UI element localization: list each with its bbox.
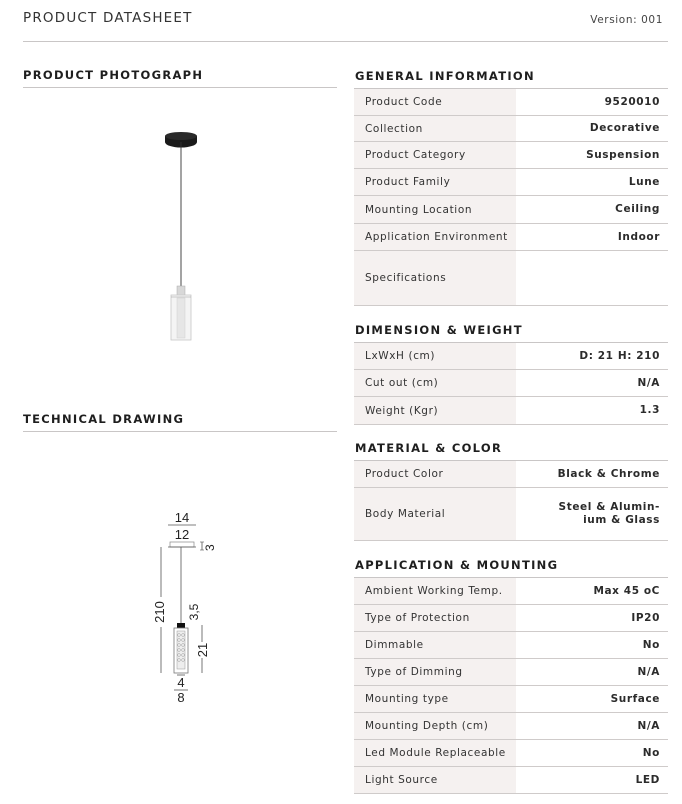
row-label: LxWxH (cm) bbox=[354, 343, 516, 369]
table-row-dimming-type bbox=[354, 659, 668, 686]
row-label: Application Environment bbox=[354, 224, 516, 250]
dimension-weight-table bbox=[354, 343, 668, 425]
version-label: Version: 001 bbox=[590, 14, 663, 26]
table-row-ambient-temp bbox=[354, 578, 668, 605]
product-photograph-title: PRODUCT PHOTOGRAPH bbox=[23, 68, 204, 82]
row-value: Suspension bbox=[586, 148, 660, 161]
dim-shade-height: 21 bbox=[195, 642, 210, 658]
row-label: Cut out (cm) bbox=[354, 370, 516, 396]
dim-canopy-height: 3 bbox=[203, 544, 217, 551]
row-label: Mounting type bbox=[354, 686, 516, 712]
row-label: Ambient Working Temp. bbox=[354, 578, 516, 604]
table-row-product-color bbox=[354, 461, 668, 488]
row-value: D: 21 H: 210 bbox=[579, 349, 660, 362]
material-color-title: MATERIAL & COLOR bbox=[355, 441, 503, 455]
dim-top-width: 14 bbox=[174, 510, 190, 525]
application-mounting-table bbox=[354, 578, 668, 794]
row-value: Indoor bbox=[617, 230, 660, 243]
table-row-product-category bbox=[354, 142, 668, 169]
table-row-application-environment bbox=[354, 224, 668, 251]
dim-canopy-width: 12 bbox=[174, 527, 190, 542]
row-value: Surface bbox=[610, 692, 660, 705]
photograph-divider bbox=[23, 87, 337, 88]
row-value-line-1: Steel & Alumin- bbox=[558, 501, 660, 513]
table-row-mounting-location bbox=[354, 196, 668, 224]
row-label: Dimmable bbox=[354, 632, 516, 658]
row-label: Collection bbox=[354, 116, 516, 141]
inner-tube bbox=[177, 298, 185, 338]
row-label: Product Family bbox=[354, 169, 516, 195]
row-value: Max 45 oC bbox=[593, 584, 660, 597]
row-label: Weight (Kgr) bbox=[354, 397, 516, 424]
technical-drawing bbox=[140, 505, 240, 705]
row-value: Lune bbox=[628, 175, 660, 188]
row-label: Type of Dimming bbox=[354, 659, 516, 685]
table-row-dimmable bbox=[354, 632, 668, 659]
row-value bbox=[516, 488, 668, 540]
row-value: No bbox=[642, 638, 660, 651]
drawing-canopy bbox=[170, 542, 194, 547]
drawing-divider bbox=[23, 431, 337, 432]
row-value: LED bbox=[635, 773, 660, 786]
table-row-light-source bbox=[354, 767, 668, 794]
dim-connector-height: 3,5 bbox=[187, 603, 201, 621]
general-information-title: GENERAL INFORMATION bbox=[355, 69, 535, 83]
row-label: Led Module Replaceable bbox=[354, 740, 516, 766]
table-row-lxwxh bbox=[354, 343, 668, 370]
dimension-weight-title: DIMENSION & WEIGHT bbox=[355, 323, 523, 337]
table-row-specifications bbox=[354, 251, 668, 306]
document-title: PRODUCT DATASHEET bbox=[23, 10, 193, 26]
row-value-line-2: ium & Glass bbox=[583, 514, 660, 526]
drawing-connector bbox=[177, 623, 185, 628]
row-value: IP20 bbox=[631, 611, 660, 624]
row-value: 9520010 bbox=[604, 95, 660, 108]
dim-inner-width: 4 bbox=[177, 675, 185, 690]
table-row-cut-out bbox=[354, 370, 668, 397]
row-value bbox=[516, 251, 668, 305]
table-row-weight bbox=[354, 397, 668, 425]
product-photograph bbox=[130, 118, 230, 358]
drawing-inner-pattern bbox=[177, 631, 185, 669]
row-label: Mounting Location bbox=[354, 196, 516, 223]
row-label: Mounting Depth (cm) bbox=[354, 713, 516, 739]
row-value: N/A bbox=[637, 719, 660, 732]
row-label: Body Material bbox=[354, 488, 516, 540]
row-label: Specifications bbox=[354, 251, 516, 305]
row-label: Type of Protection bbox=[354, 605, 516, 631]
table-row-product-code bbox=[354, 89, 668, 116]
row-value: Ceiling bbox=[615, 203, 660, 215]
application-mounting-title: APPLICATION & MOUNTING bbox=[355, 558, 559, 572]
table-row-collection bbox=[354, 116, 668, 142]
dim-total-height: 210 bbox=[152, 601, 167, 623]
general-information-table bbox=[354, 89, 668, 306]
row-value: Decorative bbox=[589, 122, 660, 134]
technical-drawing-title: TECHNICAL DRAWING bbox=[23, 412, 185, 426]
table-row-protection bbox=[354, 605, 668, 632]
table-row-product-family bbox=[354, 169, 668, 196]
row-value: Black & Chrome bbox=[557, 467, 660, 480]
table-row-mounting-depth bbox=[354, 713, 668, 740]
table-row-body-material bbox=[354, 488, 668, 541]
row-label: Product Category bbox=[354, 142, 516, 168]
table-row-led-replaceable bbox=[354, 740, 668, 767]
material-color-table bbox=[354, 461, 668, 541]
row-label: Product Color bbox=[354, 461, 516, 487]
row-value: 1.3 bbox=[639, 404, 660, 416]
row-label: Light Source bbox=[354, 767, 516, 793]
row-value: N/A bbox=[637, 665, 660, 678]
row-value: No bbox=[642, 746, 660, 759]
table-row-mounting-type bbox=[354, 686, 668, 713]
row-value: N/A bbox=[637, 376, 660, 389]
dim-shade-width: 8 bbox=[177, 690, 185, 705]
row-label: Product Code bbox=[354, 89, 516, 115]
header-divider bbox=[23, 41, 668, 42]
